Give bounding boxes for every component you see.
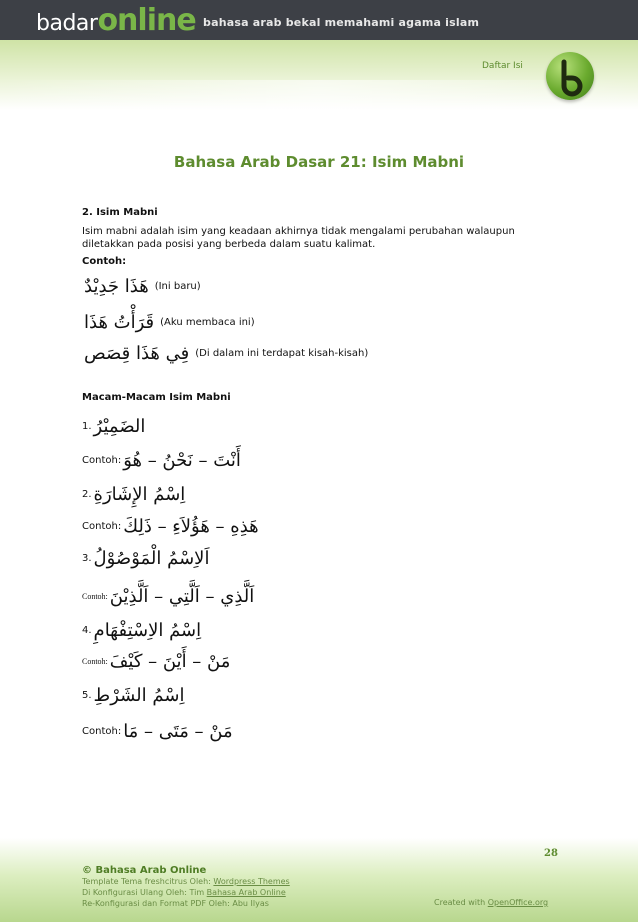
type-contoh-label: Contoh: [82,726,122,737]
example-row [82,276,201,297]
type-name-row [82,548,209,569]
intro-line-2: diletakkan pada posisi yang berbeda dalam suatu kalimat. [82,239,376,250]
type-name-row [82,416,145,437]
openoffice-link[interactable]: OpenOffice.org [487,898,549,907]
type-contoh-label: Contoh: [82,657,108,666]
badge-logo-icon[interactable] [546,52,594,100]
credit-line [82,876,290,887]
contoh-label: Contoh: [82,256,127,267]
site-tagline: bahasa arab bekal memahami agama islam [203,16,480,29]
site-logo[interactable] [36,3,196,38]
site-header [0,0,638,40]
type-number: 1. [82,421,92,432]
intro-line-1: Isim mabni adalah isim yang keadaan akhirnya tidak mengalami perubahan walaupun [82,226,515,237]
type-contoh-label: Contoh: [82,592,108,601]
type-contoh-row [82,450,241,471]
macam-heading: Macam-Macam Isim Mabni [82,392,231,403]
type-contoh-arabic: مَنْ – أَيْنَ – كَيْفَ [109,651,231,672]
type-name-arabic: اَلاِسْمُ الْمَوْصُوْلُ [93,548,210,569]
page-title: Bahasa Arab Dasar 21: Isim Mabni [173,153,465,171]
type-contoh-row [82,721,233,742]
example-row [82,343,368,364]
logo-text-badar: badar [36,11,98,36]
type-contoh-arabic: اَلَّذِي – اَلَّتِي – اَلَّذِيْنَ [109,586,255,607]
type-contoh-row [82,516,259,537]
bahasa-arab-online-link[interactable]: Bahasa Arab Online [206,888,286,897]
type-name-row [82,685,184,706]
created-text: Created with [434,898,488,907]
section-heading: 2. Isim Mabni [82,207,158,218]
type-name-arabic: اِسْمُ الاِسْتِفْهَامِ [93,620,202,641]
credit-line: Re-Konfigurasi dan Format PDF Oleh: Abu Ilyas [82,899,269,908]
example-translation: (Aku membaca ini) [160,317,255,328]
type-name-row [82,484,185,505]
type-number: 4. [82,625,92,636]
credit-text: Di Konfigurasi Ulang Oleh: Tim [82,888,207,897]
type-name-arabic: اِسْمُ الإِشَارَةِ [93,484,186,505]
type-contoh-row [82,586,254,607]
footer-credits [82,876,290,909]
type-name-arabic: الضَمِيْرُ [93,416,146,437]
type-number: 5. [82,690,92,701]
example-arabic: هَذَا جَدِيْدٌ [84,276,149,297]
type-name-row [82,620,201,641]
example-translation: (Di dalam ini terdapat kisah-kisah) [195,348,369,359]
page-number: 28 [544,848,558,859]
type-contoh-arabic: هَذِهِ – هَؤُلاَءِ – ذَلِكَ [123,516,259,537]
type-number: 2. [82,489,92,500]
type-contoh-arabic: مَنْ – مَتَى – مَا [123,721,233,742]
daftar-isi-link[interactable]: Daftar Isi [482,61,523,71]
example-arabic: فِي هَذَا قِصَص [84,343,190,364]
type-contoh-label: Contoh: [82,455,122,466]
example-arabic: قَرَأْتُ هَذَا [84,312,155,333]
type-name-arabic: اِسْمُ الشَرْطِ [93,685,185,706]
type-contoh-arabic: أَنْتَ – نَحْنُ – هُوَ [123,450,241,471]
wordpress-themes-link[interactable]: Wordpress Themes [213,877,290,886]
example-translation: (Ini baru) [154,281,201,292]
type-number: 3. [82,553,92,564]
credit-text: Template Tema freshcitrus Oleh: [82,877,214,886]
credit-line [82,887,290,898]
type-contoh-label: Contoh: [82,521,122,532]
example-row [82,312,255,333]
header-banner [0,40,638,110]
copyright: © Bahasa Arab Online [82,865,207,876]
created-with [434,898,548,907]
type-contoh-row [82,651,230,672]
logo-text-online: online [97,3,196,38]
